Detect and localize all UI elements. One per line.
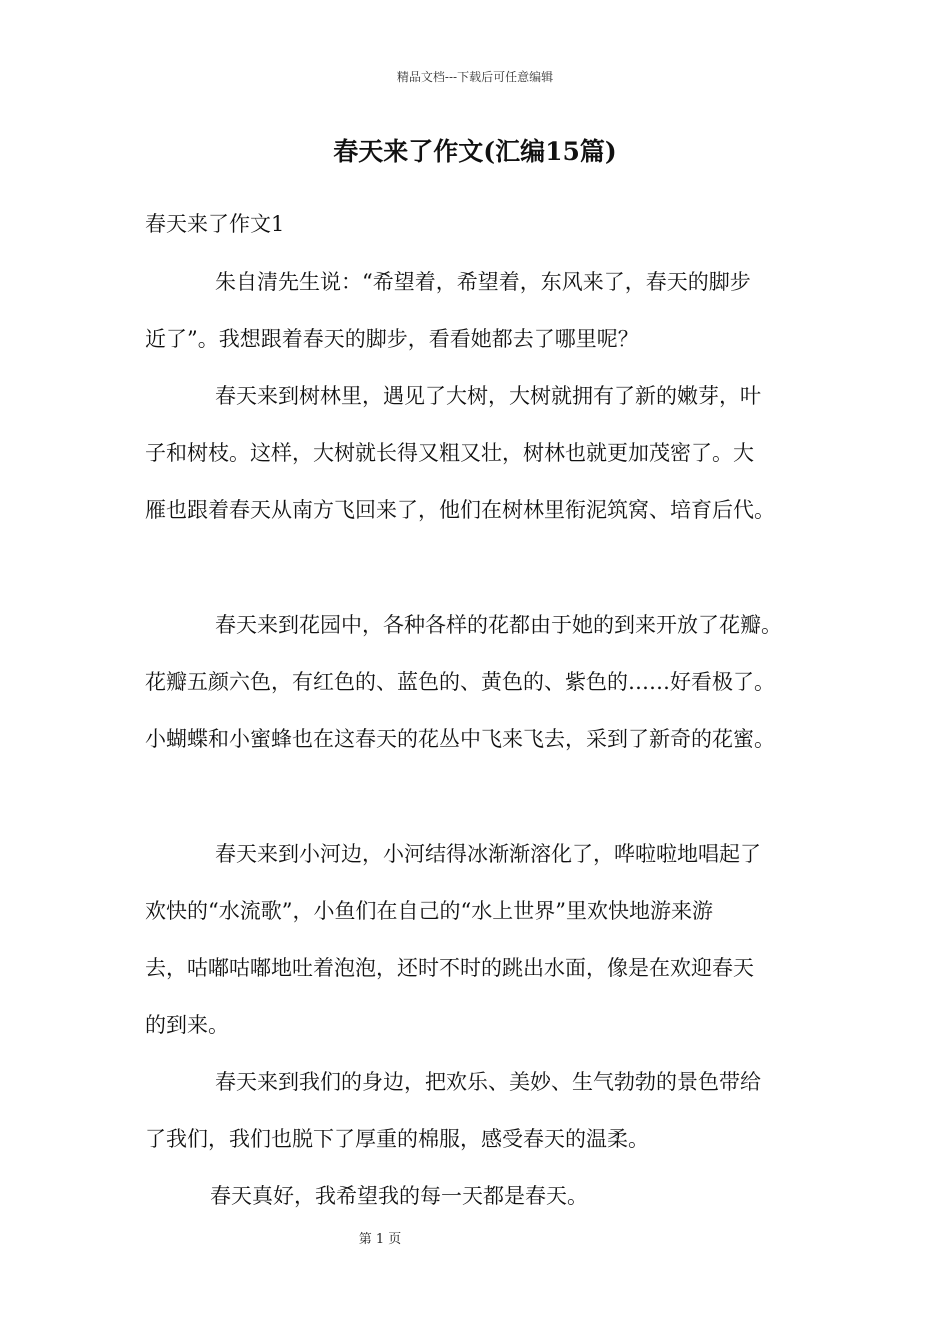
paragraph-line: 雁也跟着春天从南方飞回来了，他们在树林里衔泥筑窝、培育后代。 [145, 498, 775, 522]
paragraph-line: 春天来到我们的身边，把欢乐、美妙、生气勃勃的景色带给 [215, 1070, 761, 1094]
paragraph-line: 春天来到花园中，各种各样的花都由于她的到来开放了花瓣。 [215, 613, 782, 637]
paragraph-line: 了我们，我们也脱下了厚重的棉服，感受春天的温柔。 [145, 1127, 649, 1151]
paragraph-line: 的到来。 [145, 1013, 229, 1037]
document-title: 春天来了作文(汇编15篇) [333, 137, 617, 166]
paragraph-line: 春天真好，我希望我的每一天都是春天。 [210, 1184, 588, 1208]
paragraph-line: 春天来到小河边，小河结得冰渐渐溶化了，哗啦啦地唱起了 [215, 842, 761, 866]
paragraph-line: 子和树枝。这样，大树就长得又粗又壮，树林也就更加茂密了。大 [145, 441, 754, 465]
paragraph-line: 朱自清先生说：“希望着，希望着，东风来了，春天的脚步 [215, 270, 751, 294]
section-heading: 春天来了作文1 [145, 212, 285, 236]
paragraph-line: 小蝴蝶和小蜜蜂也在这春天的花丛中飞来飞去，采到了新奇的花蜜。 [145, 727, 775, 751]
page-number: 第 1 页 [358, 1232, 402, 1247]
paragraph-line: 春天来到树林里，遇见了大树，大树就拥有了新的嫩芽，叶 [215, 384, 761, 408]
paragraph-line: 去，咕嘟咕嘟地吐着泡泡，还时不时的跳出水面，像是在欢迎春天 [145, 956, 754, 980]
paragraph-line: 花瓣五颜六色，有红色的、蓝色的、黄色的、紫色的……好看极了。 [145, 670, 775, 694]
paragraph-line: 欢快的“水流歌”，小鱼们在自己的“水上世界”里欢快地游来游 [145, 899, 713, 923]
paragraph-line: 近了”。我想跟着春天的脚步，看看她都去了哪里呢？ [145, 327, 639, 351]
header-note: 精品文档---下载后可任意编辑 [396, 70, 554, 84]
